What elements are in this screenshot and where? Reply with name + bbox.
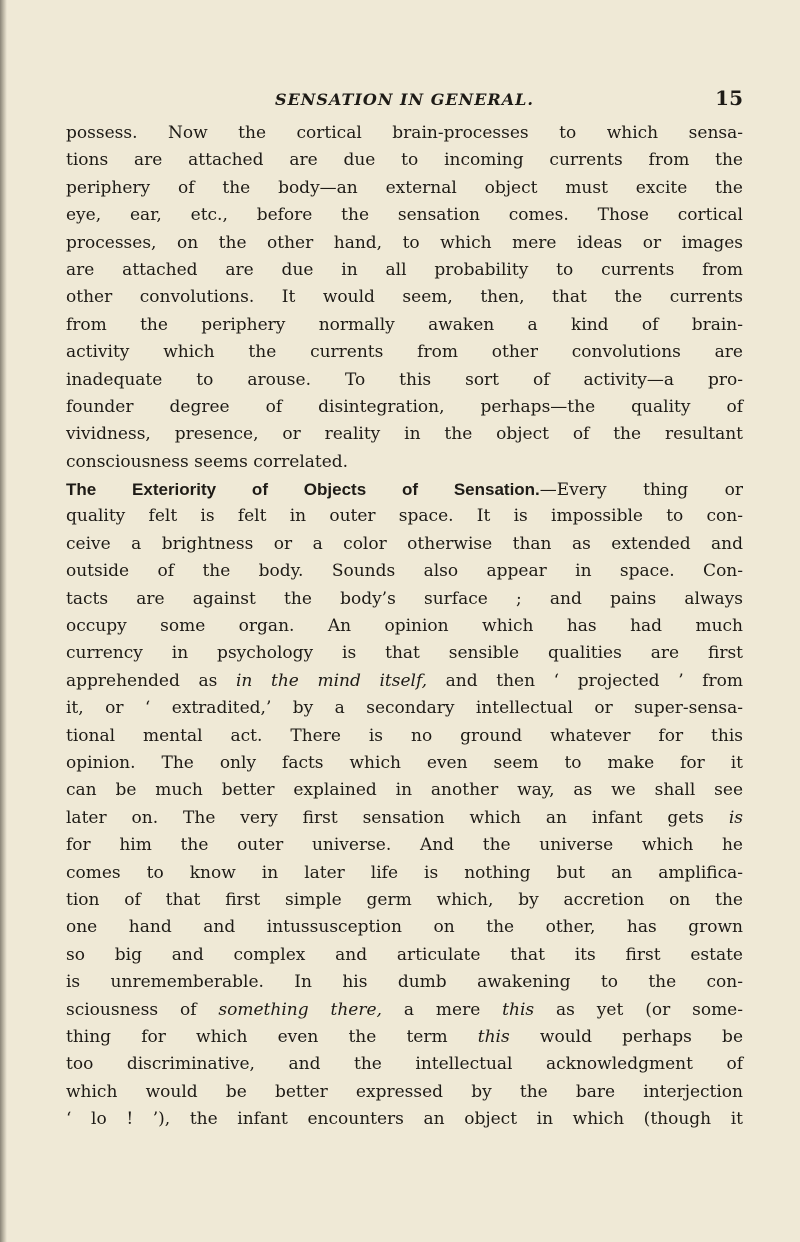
text-line: which would be better expressed by the bare interjection [66,1081,743,1102]
text-line: it, or ‘ extradited,’ by a secondary intellectual or super-sensa- [66,698,743,719]
section-heading: The Exteriority of Objects of Sensation. [66,480,540,500]
italic-text: is [728,807,743,828]
running-head: SENSATION IN GENERAL. [275,90,534,109]
body-text [66,120,743,1133]
text-line: tions are attached are due to incoming currents from the [66,150,743,171]
text-line [66,805,743,832]
text-line: other convolutions. It would seem, then, that the currents [66,287,743,308]
text-line: are attached are due in all probability to currents from [66,259,743,280]
text-line: possess. Now the cortical brain-processes to which sensa- [66,123,743,143]
text-line: vividness, presence, or reality in the object of the resultant [66,424,743,445]
italic-text: something there, [218,999,382,1020]
text-line: processes, on the other hand, to which mere ideas or images [66,232,743,253]
text-segment: as yet (or some- [534,999,743,1020]
text-segment: apprehended as [66,670,236,691]
text-line: outside of the body. Sounds also appear in space. Con- [66,561,743,582]
text-line [66,476,743,503]
text-line: so big and complex and articulate that its first estate [66,944,743,965]
text-line: ceive a brightness or a color otherwise than as extended and [66,533,743,554]
text-line: eye, ear, etc., before the sensation comes. Those cortical [66,205,743,226]
text-segment: a mere [381,999,503,1020]
text-line: comes to know in later life is nothing but an amplifica- [66,862,743,883]
text-line: occupy some organ. An opinion which has had much [66,616,743,637]
text-line: too discriminative, and the intellectual acknowledgment of [66,1054,743,1075]
text-line [66,668,743,695]
page-number: 15 [715,86,743,110]
text-line [66,997,743,1024]
text-line: currency in psychology is that sensible qualities are first [66,643,743,664]
text-line: consciousness seems correlated. [66,451,349,472]
page-header [66,86,743,116]
text-line: tacts are against the body’s surface ; and pains always [66,588,743,609]
text-line: periphery of the body—an external object must excite the [66,177,743,198]
text-line: tion of that first simple germ which, by accretion on the [66,889,743,910]
text-line: one hand and intussusception on the other, has grown [66,917,743,938]
text-line: for him the outer universe. And the universe which he [66,835,743,856]
text-line: opinion. The only facts which even seem to make for it [66,752,743,773]
text-segment: —Every thing or [539,480,743,501]
text-line: can be much better explained in another way, as we shall see [66,780,743,801]
italic-text: this [477,1026,510,1047]
italic-text: in the mind itself, [235,670,428,691]
text-line: tional mental act. There is no ground whatever for this [66,725,743,746]
text-segment: would perhaps be [509,1026,743,1047]
text-line: ‘ lo ! ’), the infant encounters an object in which (though it [66,1109,743,1130]
text-segment: and then ‘ projected ’ from [427,670,743,691]
text-segment: sciousness of [66,999,219,1020]
text-line: from the periphery normally awaken a kind of brain- [66,314,743,335]
text-line: founder degree of disintegration, perhaps—the quality of [66,396,743,417]
text-line [66,1024,743,1051]
text-line: is unrememberable. In his dumb awakening to the con- [66,972,743,993]
text-segment: thing for which even the term [66,1026,478,1047]
text-line: inadequate to arouse. To this sort of activity—a pro- [66,369,743,390]
text-line: quality felt is felt in outer space. It is impossible to con- [66,506,743,527]
italic-text: this [502,999,535,1020]
text-line: activity which the currents from other convolutions are [66,342,743,363]
page-edge-shadow [0,0,7,1242]
text-segment: later on. The very first sensation which an infant gets [66,807,729,828]
